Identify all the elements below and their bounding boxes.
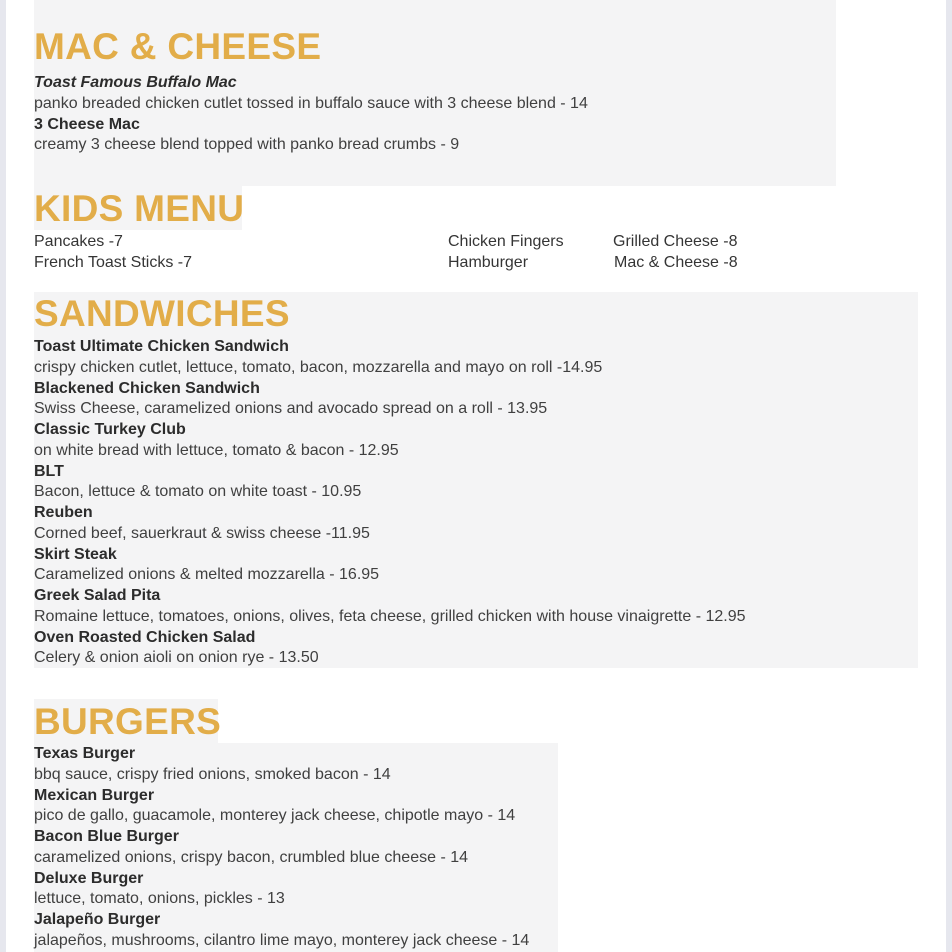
item-name: Jalapeño Burger	[34, 911, 161, 928]
kids-item: Pancakes -7	[34, 233, 123, 250]
item-description: Corned beef, sauerkraut & swiss cheese -11.95	[34, 524, 370, 542]
item-description: jalapeños, mushrooms, cilantro lime mayo, monterey jack cheese - 14	[34, 931, 530, 949]
mac-cheese-heading: MAC & CHEESE	[34, 26, 322, 67]
item-name: Greek Salad Pita	[34, 587, 161, 604]
menu-item	[34, 586, 914, 627]
item-name: Mexican Burger	[34, 786, 155, 804]
kids-item: Mac & Cheese -8	[614, 254, 738, 271]
menu-item	[34, 337, 914, 378]
burgers-heading: BURGERS	[34, 701, 222, 742]
item-name: Oven Roasted Chicken Salad	[34, 628, 256, 646]
item-name: Texas Burger	[34, 745, 136, 762]
menu-item	[34, 545, 914, 586]
menu-item	[34, 462, 914, 503]
item-name: Reuben	[34, 504, 93, 521]
item-name: 3 Cheese Mac	[34, 115, 140, 133]
item-description: bbq sauce, crispy fried onions, smoked bacon - 14	[34, 765, 391, 783]
menu-item	[34, 420, 914, 461]
item-description: panko breaded chicken cutlet tossed in buffalo sauce with 3 cheese blend - 14	[34, 94, 588, 112]
item-description: Swiss Cheese, caramelized onions and avocado spread on a roll - 13.95	[34, 400, 548, 418]
menu-item	[34, 786, 914, 827]
menu-item	[34, 869, 914, 910]
kids-menu-heading: KIDS MENU	[34, 188, 245, 229]
kids-item: Grilled Cheese -8	[613, 233, 738, 250]
item-name: Toast Famous Buffalo Mac	[34, 74, 237, 91]
item-name: Toast Ultimate Chicken Sandwich	[34, 338, 289, 355]
item-description: creamy 3 cheese blend topped with panko bread crumbs - 9	[34, 136, 460, 154]
kids-item: Chicken Fingers	[448, 233, 564, 250]
item-name: Bacon Blue Burger	[34, 828, 179, 845]
page-edge-right	[946, 0, 952, 952]
item-name: BLT	[34, 462, 64, 480]
menu-item	[34, 115, 914, 156]
menu-item	[34, 744, 914, 785]
menu-item	[34, 73, 914, 114]
kids-item: Hamburger	[448, 254, 529, 271]
page-edge-left	[0, 0, 6, 952]
menu-item	[34, 827, 914, 868]
item-description: Caramelized onions & melted mozzarella - 16.95	[34, 566, 380, 584]
sandwiches-heading: SANDWICHES	[34, 293, 290, 334]
item-name: Deluxe Burger	[34, 869, 144, 887]
item-description: Romaine lettuce, tomatoes, onions, olives, feta cheese, grilled chicken with house vinaigrette - 12.95	[34, 607, 746, 625]
item-name: Skirt Steak	[34, 545, 117, 563]
menu-item	[34, 503, 914, 544]
kids-item: French Toast Sticks -7	[34, 254, 192, 271]
menu-item	[34, 379, 914, 420]
item-name: Blackened Chicken Sandwich	[34, 379, 260, 397]
menu-item	[34, 628, 914, 669]
item-description: crispy chicken cutlet, lettuce, tomato, bacon, mozzarella and mayo on roll -14.95	[34, 358, 603, 376]
item-description: lettuce, tomato, onions, pickles - 13	[34, 890, 285, 908]
item-description: on white bread with lettuce, tomato & bacon - 12.95	[34, 441, 399, 459]
item-description: caramelized onions, crispy bacon, crumbled blue cheese - 14	[34, 848, 469, 866]
item-description: Celery & onion aioli on onion rye - 13.50	[34, 649, 319, 667]
item-description: Bacon, lettuce & tomato on white toast - 10.95	[34, 483, 362, 501]
menu-item	[34, 910, 914, 951]
item-description: pico de gallo, guacamole, monterey jack cheese, chipotle mayo - 14	[34, 807, 516, 825]
item-name: Classic Turkey Club	[34, 421, 186, 438]
